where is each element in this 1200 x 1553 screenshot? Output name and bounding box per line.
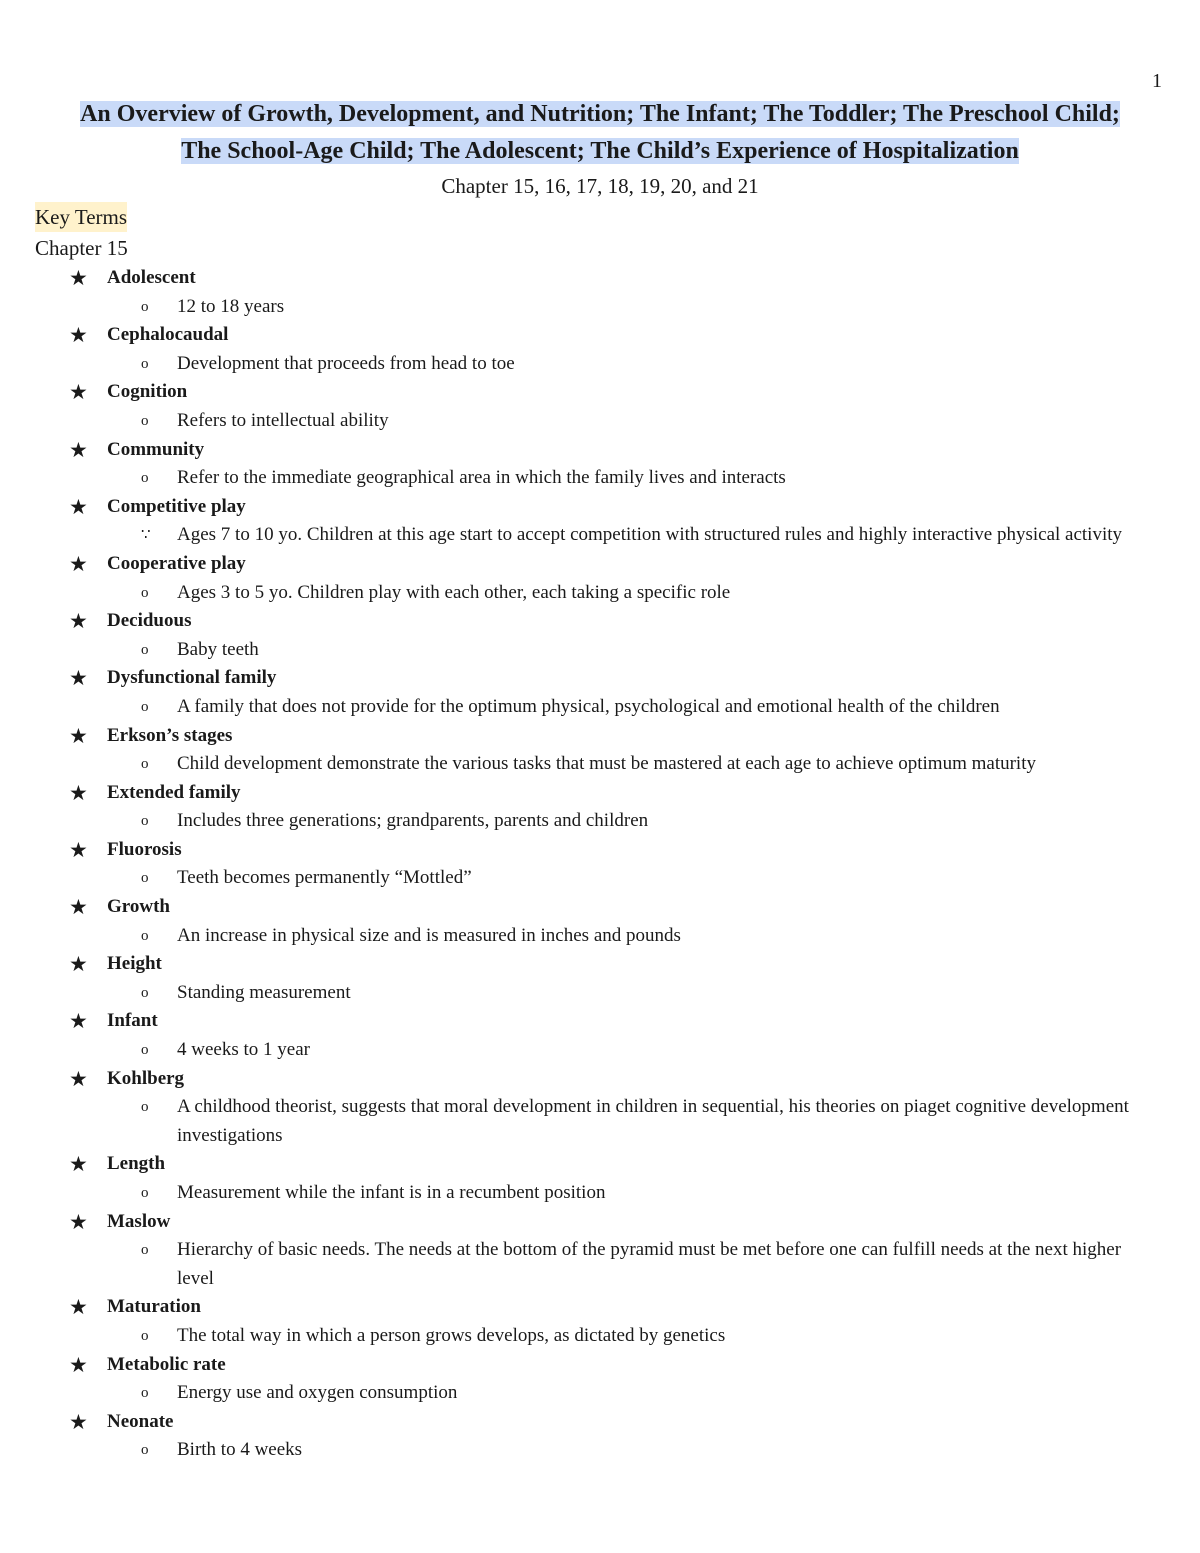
term-item xyxy=(0,550,1200,579)
circle-bullet-icon: o xyxy=(141,1327,149,1344)
term-definition: Child development demonstrate the various tasks that must be mastered at each age to achieve optimum maturity xyxy=(177,753,1036,775)
circle-bullet-icon: o xyxy=(141,756,149,773)
term-definition-item xyxy=(0,1179,1200,1208)
term-item xyxy=(0,1293,1200,1322)
term-definition-item xyxy=(0,1236,1200,1293)
star-bullet-icon: ★ xyxy=(69,437,88,462)
star-bullet-icon: ★ xyxy=(69,1009,88,1034)
circle-bullet-icon: o xyxy=(141,298,149,315)
chapter-heading: Chapter 15 xyxy=(35,236,128,260)
circle-bullet-icon: o xyxy=(141,1042,149,1059)
term-definition: Refer to the immediate geographical area in which the family lives and interacts xyxy=(177,467,786,489)
term-definition-item xyxy=(0,407,1200,436)
term-item xyxy=(0,722,1200,751)
term-label: Adolescent xyxy=(107,267,196,288)
term-item xyxy=(0,1351,1200,1380)
star-bullet-icon: ★ xyxy=(69,494,88,519)
term-definition: Development that proceeds from head to toe xyxy=(177,352,515,374)
term-definition-item xyxy=(0,636,1200,665)
document-title xyxy=(0,96,1200,170)
term-label: Cooperative play xyxy=(107,552,246,574)
circle-bullet-icon: o xyxy=(141,1385,149,1402)
term-definition: 12 to 18 years xyxy=(177,295,285,317)
term-label: Maturation xyxy=(107,1296,201,1318)
term-item xyxy=(0,1208,1200,1237)
term-definition-item xyxy=(0,579,1200,608)
term-label: Dysfunctional family xyxy=(107,667,277,689)
circle-bullet-icon: o xyxy=(141,470,149,487)
term-item xyxy=(0,264,1200,293)
term-definition-item xyxy=(0,979,1200,1008)
term-item xyxy=(0,893,1200,922)
star-bullet-icon: ★ xyxy=(69,723,88,748)
term-definition-item xyxy=(0,922,1200,951)
star-bullet-icon: ★ xyxy=(69,1295,88,1320)
term-definition: Baby teeth xyxy=(177,638,259,660)
term-definition: Hierarchy of basic needs. The needs at the bottom of the pyramid must be met before one can fulfill needs at the next higher level xyxy=(177,1239,1122,1289)
term-definition: Teeth becomes permanently “Mottled” xyxy=(177,867,472,889)
term-label: Growth xyxy=(107,896,170,918)
term-definition-item xyxy=(0,464,1200,493)
term-definition: Ages 7 to 10 yo. Children at this age start to accept competition with structured rules and highly interactive physical activity xyxy=(177,524,1123,546)
term-definition: Birth to 4 weeks xyxy=(177,1439,303,1461)
term-label: Competitive play xyxy=(107,495,246,517)
circle-bullet-icon: o xyxy=(141,584,149,601)
term-definition-item xyxy=(0,521,1200,550)
star-bullet-icon: ★ xyxy=(69,1409,88,1434)
term-definition: The total way in which a person grows develops, as dictated by genetics xyxy=(177,1324,726,1346)
circle-bullet-icon: o xyxy=(141,927,149,944)
term-label: Infant xyxy=(107,1010,158,1032)
term-definition: Refers to intellectual ability xyxy=(177,409,389,431)
star-bullet-icon: ★ xyxy=(69,380,88,405)
term-definition-item xyxy=(0,1322,1200,1351)
circle-bullet-icon: o xyxy=(141,870,149,887)
term-label: Erkson’s stages xyxy=(107,724,233,746)
term-definition: A childhood theorist, suggests that moral development in children in sequential, his theories on piaget cognitive development investigations xyxy=(177,1096,1129,1146)
term-label: Cephalocaudal xyxy=(107,324,229,346)
circle-bullet-icon: ∵ xyxy=(141,527,151,544)
term-item xyxy=(0,493,1200,522)
term-label: Community xyxy=(107,438,205,460)
term-label: Neonate xyxy=(107,1410,174,1432)
term-label: Kohlberg xyxy=(107,1067,185,1089)
star-bullet-icon: ★ xyxy=(69,666,88,691)
key-terms-heading: Key Terms xyxy=(35,202,127,232)
circle-bullet-icon: o xyxy=(141,1185,149,1201)
circle-bullet-icon: o xyxy=(141,1099,149,1116)
term-label: Extended family xyxy=(107,781,241,803)
term-label: Fluorosis xyxy=(107,838,182,860)
title-line-1: An Overview of Growth, Development, and Nutrition; The Infant; The Toddler; The Preschool Child; xyxy=(80,101,1120,127)
term-label: Deciduous xyxy=(107,610,192,632)
circle-bullet-icon: o xyxy=(141,412,149,429)
term-definition: Measurement while the infant is in a recumbent position xyxy=(177,1182,606,1203)
term-definition: A family that does not provide for the optimum physical, psychological and emotional health of the children xyxy=(177,695,1000,717)
star-bullet-icon: ★ xyxy=(69,551,88,576)
term-label: Height xyxy=(107,953,162,975)
term-definition: Energy use and oxygen consumption xyxy=(177,1382,458,1404)
term-item xyxy=(0,779,1200,808)
term-item xyxy=(0,321,1200,350)
star-bullet-icon: ★ xyxy=(69,1352,88,1377)
term-item xyxy=(0,950,1200,979)
star-bullet-icon: ★ xyxy=(69,1066,88,1091)
term-item xyxy=(0,836,1200,865)
star-bullet-icon: ★ xyxy=(69,952,88,977)
term-definition: Ages 3 to 5 yo. Children play with each other, each taking a specific role xyxy=(177,581,731,603)
term-definition-item xyxy=(0,1036,1200,1065)
term-label: Length xyxy=(107,1153,166,1175)
star-bullet-icon: ★ xyxy=(69,780,88,805)
term-label: Metabolic rate xyxy=(107,1353,226,1375)
term-definition-item xyxy=(0,1379,1200,1408)
star-bullet-icon: ★ xyxy=(69,266,88,290)
term-definition-item xyxy=(0,693,1200,722)
term-item xyxy=(0,436,1200,465)
term-definition: 4 weeks to 1 year xyxy=(177,1039,310,1061)
circle-bullet-icon: o xyxy=(141,1442,149,1459)
term-item xyxy=(0,1150,1200,1179)
chapter-range-subtitle: Chapter 15, 16, 17, 18, 19, 20, and 21 xyxy=(441,174,759,198)
term-item xyxy=(0,664,1200,693)
term-definition-item xyxy=(0,293,1200,322)
star-bullet-icon: ★ xyxy=(69,609,88,634)
circle-bullet-icon: o xyxy=(141,698,149,715)
term-definition: Standing measurement xyxy=(177,981,351,1003)
star-bullet-icon: ★ xyxy=(69,323,88,348)
page-number: 1 xyxy=(1152,70,1162,92)
star-bullet-icon: ★ xyxy=(69,1152,88,1177)
term-item xyxy=(0,607,1200,636)
circle-bullet-icon: o xyxy=(141,984,149,1001)
title-line-2: The School-Age Child; The Adolescent; The Child’s Experience of Hospitalization xyxy=(181,138,1019,164)
term-definition-item xyxy=(0,750,1200,779)
term-definition-item xyxy=(0,1093,1200,1150)
term-label: Cognition xyxy=(107,381,188,403)
circle-bullet-icon: o xyxy=(141,355,149,372)
star-bullet-icon: ★ xyxy=(69,837,88,862)
circle-bullet-icon: o xyxy=(141,813,149,830)
circle-bullet-icon: o xyxy=(141,641,149,658)
star-bullet-icon: ★ xyxy=(69,895,88,920)
key-terms-list xyxy=(0,264,1200,1465)
term-item xyxy=(0,378,1200,407)
term-definition-item xyxy=(0,1436,1200,1465)
term-definition: An increase in physical size and is measured in inches and pounds xyxy=(177,924,681,946)
term-item xyxy=(0,1408,1200,1437)
term-item xyxy=(0,1007,1200,1036)
term-definition-item xyxy=(0,350,1200,379)
term-label: Maslow xyxy=(107,1210,171,1232)
circle-bullet-icon: o xyxy=(141,1242,149,1259)
term-item xyxy=(0,1065,1200,1094)
term-definition-item xyxy=(0,864,1200,893)
term-definition: Includes three generations; grandparents, parents and children xyxy=(177,810,649,832)
term-definition-item xyxy=(0,807,1200,836)
star-bullet-icon: ★ xyxy=(69,1209,88,1234)
